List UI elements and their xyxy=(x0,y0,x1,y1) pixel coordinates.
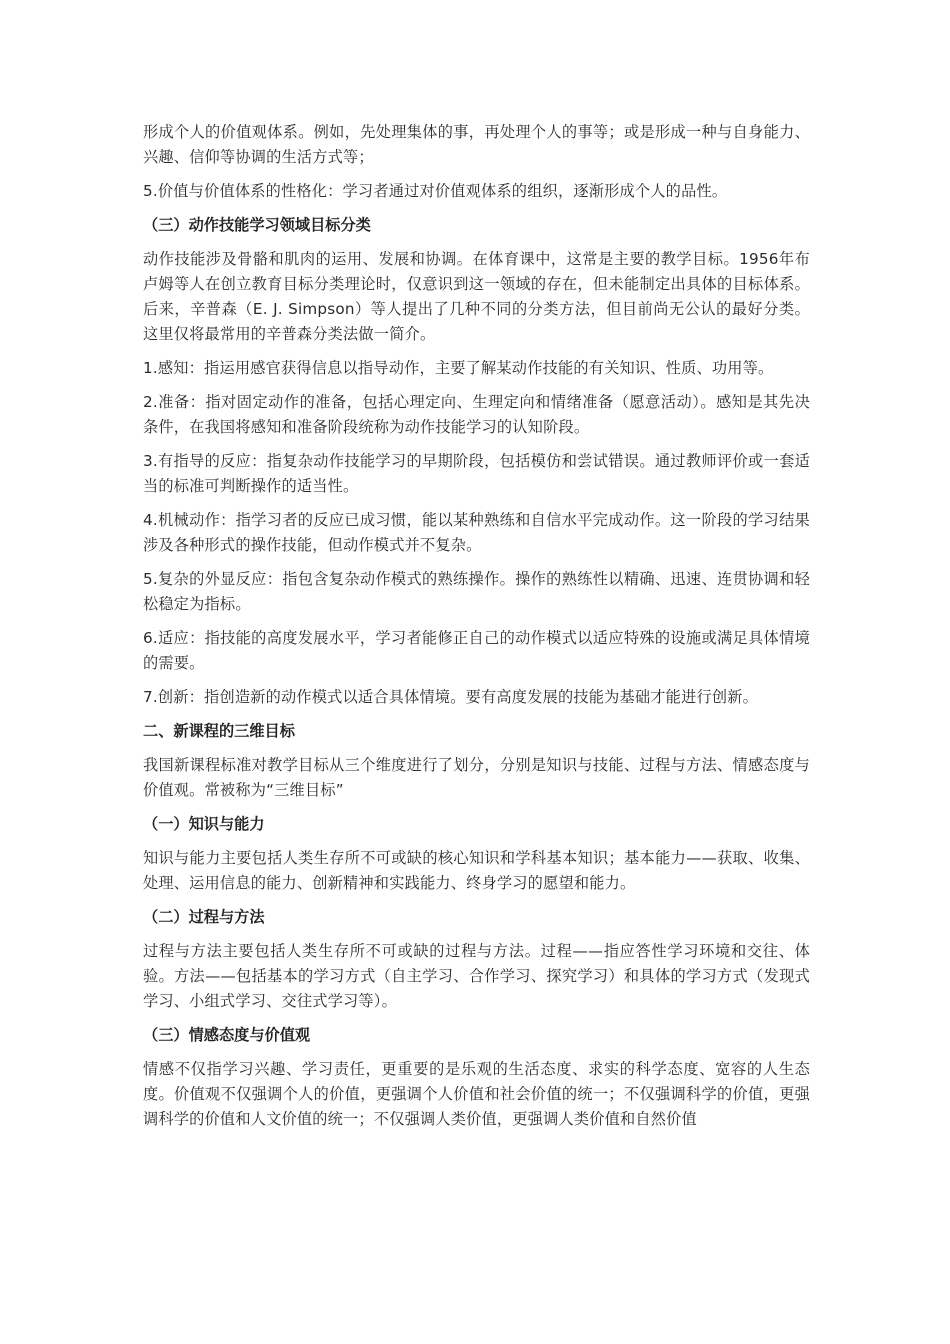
paragraph-complex-overt-response: 5.复杂的外显反应：指包含复杂动作模式的熟练操作。操作的熟练性以精确、迅速、连贯协调和轻松稳定为指标。 xyxy=(143,570,810,613)
paragraph-process-method: 过程与方法主要包括人类生存所不可或缺的过程与方法。过程——指应答性学习环境和交往、体验。方法——包括基本的学习方式（自主学习、合作学习、探究学习）和具体的学习方式（发现式学习、小组式学习、交往式学习等）。 xyxy=(143,942,810,1010)
paragraph-characterization: 5.价值与价值体系的性格化：学习者通过对价值观体系的组织，逐渐形成个人的品性。 xyxy=(143,182,728,200)
paragraph-three-dimensional-intro: 我国新课程标准对教学目标从三个维度进行了划分，分别是知识与技能、过程与方法、情感态度与价值观。常被称为“三维目标” xyxy=(143,756,810,799)
heading-knowledge-ability: （一）知识与能力 xyxy=(143,815,265,833)
paragraph-perception: 1.感知：指运用感官获得信息以指导动作，主要了解某动作技能的有关知识、性质、功用等。 xyxy=(143,359,774,377)
heading-process-method: （二）过程与方法 xyxy=(143,908,265,926)
paragraph-motor-skills-intro: 动作技能涉及骨骼和肌肉的运用、发展和协调。在体育课中，这常是主要的教学目标。1956年布卢姆等人在创立教育目标分类理论时，仅意识到这一领域的存在，但未能制定出具体的目标体系。后来，辛普森（E. J. Simpson）等人提出了几种不同的分类方法，但目前尚无公认的最好分类。这里仅将最常用的辛普森分类法做一简介。 xyxy=(143,250,810,343)
paragraph-value-system-continued: 形成个人的价值观体系。例如，先处理集体的事，再处理个人的事等；或是形成一种与自身能力、兴趣、信仰等协调的生活方式等； xyxy=(143,123,810,166)
paragraph-emotion-values: 情感不仅指学习兴趣、学习责任，更重要的是乐观的生活态度、求实的科学态度、宽容的人生态度。价值观不仅强调个人的价值，更强调个人价值和社会价值的统一；不仅强调科学的价值，更强调科学的价值和人文价值的统一；不仅强调人类价值，更强调人类价值和自然价值 xyxy=(143,1060,810,1128)
heading-emotion-values: （三）情感态度与价值观 xyxy=(143,1026,311,1044)
paragraph-set: 2.准备：指对固定动作的准备，包括心理定向、生理定向和情绪准备（愿意活动）。感知是其先决条件，在我国将感知和准备阶段统称为动作技能学习的认知阶段。 xyxy=(143,393,810,436)
paragraph-guided-response: 3.有指导的反应：指复杂动作技能学习的早期阶段，包括模仿和尝试错误。通过教师评价或一套适当的标准可判断操作的适当性。 xyxy=(143,452,810,495)
paragraph-knowledge-ability: 知识与能力主要包括人类生存所不可或缺的核心知识和学科基本知识；基本能力——获取、收集、处理、运用信息的能力、创新精神和实践能力、终身学习的愿望和能力。 xyxy=(143,849,810,892)
heading-three-dimensional-goals: 二、新课程的三维目标 xyxy=(143,722,295,740)
paragraph-origination: 7.创新：指创造新的动作模式以适合具体情境。要有高度发展的技能为基础才能进行创新。 xyxy=(143,688,759,706)
paragraph-adaptation: 6.适应：指技能的高度发展水平，学习者能修正自己的动作模式以适应特殊的设施或满足具体情境的需要。 xyxy=(143,629,810,672)
paragraph-mechanism: 4.机械动作：指学习者的反应已成习惯，能以某种熟练和自信水平完成动作。这一阶段的学习结果涉及各种形式的操作技能，但动作模式并不复杂。 xyxy=(143,511,810,554)
heading-motor-skills: （三）动作技能学习领域目标分类 xyxy=(143,216,371,234)
